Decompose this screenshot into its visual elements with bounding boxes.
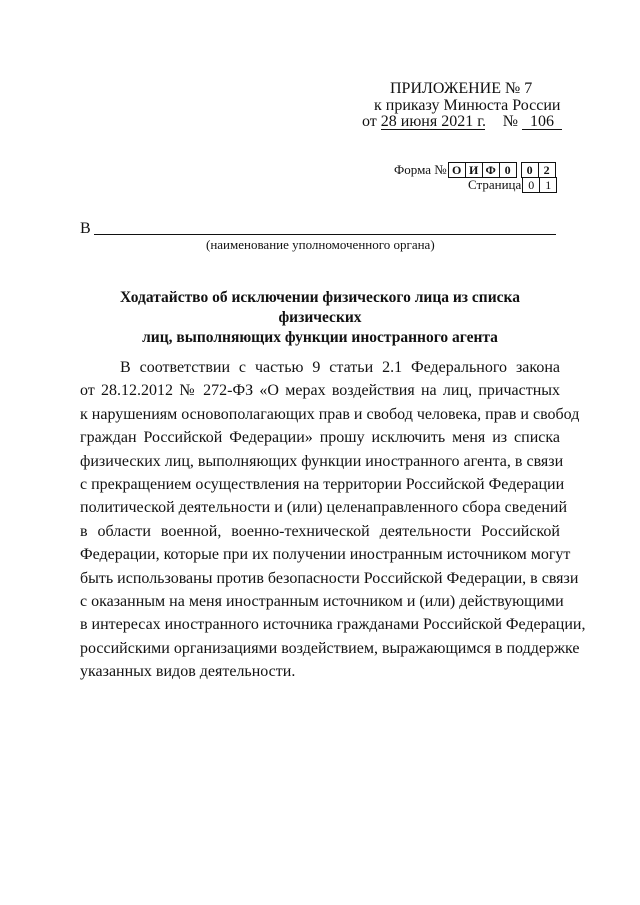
addressee-field[interactable] xyxy=(94,234,556,235)
body-line: с прекращением осуществления на территории Российской Федерации xyxy=(80,476,565,494)
body-line: к нарушениям основополагающих прав и свобод человека, прав и свобод xyxy=(80,405,580,423)
form-code-box: 0 xyxy=(521,162,539,178)
form-code-box: 2 xyxy=(538,162,556,178)
body-paragraph xyxy=(80,356,586,684)
body-line: физических лиц, выполняющих функции иностранного агента, в связи xyxy=(80,452,564,470)
form-label: Форма № xyxy=(394,162,447,177)
form-code-box: И xyxy=(465,162,483,178)
addressee-prefix: В xyxy=(80,220,91,237)
page-code-box: 1 xyxy=(539,177,557,193)
form-code-box: О xyxy=(448,162,466,178)
appendix-title: ПРИЛОЖЕНИЕ № 7 xyxy=(390,80,533,97)
page-number-row xyxy=(468,177,557,193)
body-line: от 28.12.2012 № 272-ФЗ «О мерах воздействия на лиц, причастных xyxy=(80,382,560,400)
body-line: российскими организациями воздействием, выражающимся в поддержке xyxy=(80,639,580,657)
body-line: в области военной, военно-технической деятельности Российской xyxy=(80,522,560,540)
document-title xyxy=(80,288,560,348)
body-line: указанных видов деятельности. xyxy=(80,663,296,681)
body-line: В соответствии с частью 9 статьи 2.1 Федерального закона xyxy=(120,359,560,376)
body-line: в интересах иностранного источника гражданами Российской Федерации, xyxy=(80,616,586,634)
body-line: быть использованы против безопасности Российской Федерации, в связи xyxy=(80,569,579,587)
order-number: 106 xyxy=(522,114,562,130)
title-line: лиц, выполняющих функции иностранного агента xyxy=(142,329,498,346)
body-line: граждан Российской Федерации» прошу исключить меня из списка xyxy=(80,429,560,447)
body-line: Федерации, которые при их получении иностранным источником могут xyxy=(80,546,571,564)
form-code-box: 0 xyxy=(499,162,517,178)
date-prefix: от xyxy=(362,113,377,130)
title-line: Ходатайство об исключении физического лица из списка физических xyxy=(120,289,520,326)
body-line: с оказанным на меня иностранным источником и (или) действующими xyxy=(80,593,564,611)
body-line: политической деятельности и (или) целенаправленного сбора сведений xyxy=(80,499,568,517)
appendix-dateline xyxy=(362,113,562,131)
page-code-box: 0 xyxy=(522,177,540,193)
form-code-row xyxy=(394,162,556,178)
form-code-box: Ф xyxy=(482,162,500,178)
order-date: 28 июня 2021 г. xyxy=(380,113,486,130)
addressee-caption: (наименование уполномоченного органа) xyxy=(206,237,435,252)
appendix-order: к приказу Минюста России xyxy=(374,97,561,114)
order-number-label: № xyxy=(502,113,519,130)
page-label: Страница xyxy=(468,177,522,192)
